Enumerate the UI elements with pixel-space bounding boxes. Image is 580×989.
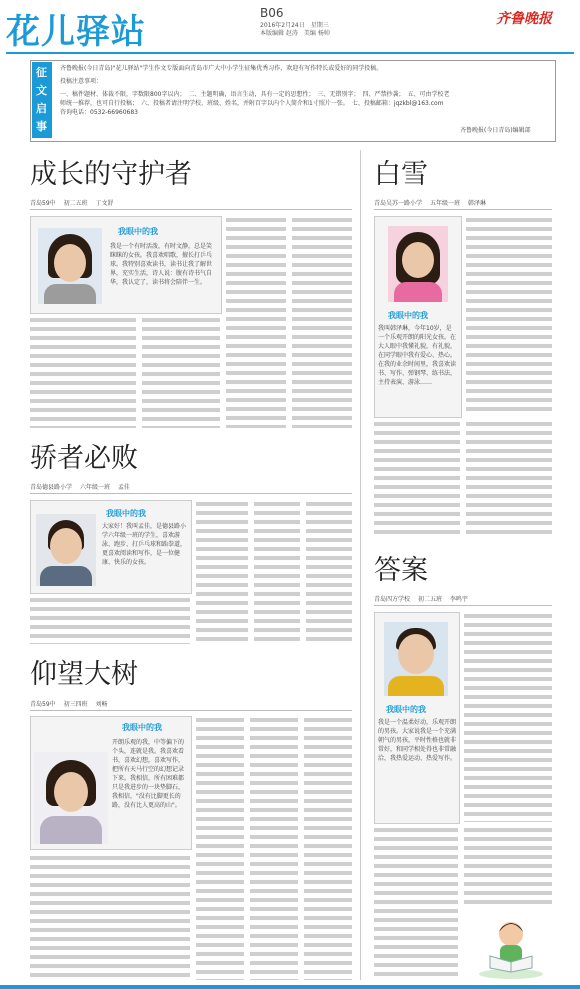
byline-rule xyxy=(30,493,352,494)
author-photo xyxy=(38,228,102,304)
issue-date: 2016年2月24日 星期三 xyxy=(260,22,329,29)
article-title-tree: 仰望大树 xyxy=(30,659,138,690)
profile-heading: 我眼中的我 xyxy=(386,705,426,714)
byline-rule xyxy=(30,209,352,210)
profile-heading: 我眼中的我 xyxy=(122,723,162,732)
photo-face xyxy=(54,244,86,282)
byline-school: 青岛59中 xyxy=(30,701,56,708)
byline-author: 李鸣宇 xyxy=(449,596,468,603)
byline-grade: 六年级一班 xyxy=(79,484,110,491)
photo-shoulders xyxy=(40,566,92,586)
profile-heading: 我眼中的我 xyxy=(118,227,158,236)
profile-heading: 我眼中的我 xyxy=(106,509,146,518)
article-byline-answer xyxy=(374,594,468,603)
profile-text-answer: 我是一个温柔好动，乐观开朗的男孩。大家说我是一个充满朝气的男孩，平时性格也就非常好，和同学相处得也非常融洽，我热爱运动、热爱写作。 xyxy=(378,719,457,762)
article-body-col-2 xyxy=(142,316,220,428)
notice-text xyxy=(60,64,550,117)
photo-shoulders xyxy=(44,284,96,304)
editor-credit: 本版编辑 赵涛 美编 杨帅 xyxy=(260,30,330,37)
article-body-col-2 xyxy=(196,500,248,644)
article-body-col-1 xyxy=(466,216,552,416)
photo-face xyxy=(54,772,88,812)
photo-face xyxy=(402,242,434,278)
photo-face xyxy=(50,528,82,564)
column-divider xyxy=(360,150,361,980)
author-photo xyxy=(384,622,448,696)
byline-rule xyxy=(30,710,352,711)
byline-grade: 初三四班 xyxy=(63,701,88,708)
article-body-col-4 xyxy=(292,216,352,428)
byline-school: 青岛吴苏一路小学 xyxy=(374,200,423,207)
byline-school: 青岛德县路小学 xyxy=(30,484,73,491)
profile-text-pride: 大家好！我叫孟佳，是德县路小学六年级一班的学生，喜欢游泳、跑步、打乒乓球和跆拳道，更喜欢阅读和写作，是一位健康、快乐的女孩。 xyxy=(102,523,187,566)
byline-author: 丁文舒 xyxy=(95,200,114,207)
photo-shoulders xyxy=(40,816,102,844)
byline-grade: 初二五班 xyxy=(417,596,442,603)
notice-line-heading: 投稿注意事项： xyxy=(60,78,103,85)
notice-line-rules-2: 师统一推荐，也可自行投稿； 六、投稿者请注明学校、班级、姓名，并附百字以内个人简介和1寸照片一张。 七、投稿邮箱：jqzkbl@163.com xyxy=(60,100,444,107)
notice-tag: 征文启事 xyxy=(36,66,47,133)
newspaper-logo: 齐鲁晚报 xyxy=(496,11,552,27)
article-body-col-2 xyxy=(196,716,244,980)
article-title-snow: 白雪 xyxy=(374,159,428,190)
article-body-col-3 xyxy=(466,420,552,536)
article-title-growth: 成长的守护者 xyxy=(30,159,192,190)
article-byline-snow xyxy=(374,198,486,207)
footer-rule xyxy=(0,985,580,989)
photo-shoulders xyxy=(388,676,444,696)
byline-author: 韩泽琳 xyxy=(467,200,486,207)
reading-child-illustration xyxy=(476,914,546,980)
byline-rule xyxy=(374,209,552,210)
byline-author: 孟佳 xyxy=(117,484,130,491)
article-body-col-3 xyxy=(250,716,298,980)
byline-school: 青岛59中 xyxy=(30,200,56,207)
article-byline-growth xyxy=(30,198,114,207)
reading-child-icon xyxy=(476,914,546,980)
article-body-col-1 xyxy=(30,596,190,644)
article-body-col-1 xyxy=(464,612,552,822)
article-body-col-3 xyxy=(226,216,286,428)
profile-text-growth: 我是一个有时活泼，有时文静，总是笑眯眯的女孩。我喜欢唱歌，擅长打乒乓球。我特别喜欢读书，读书让我了解世界，充实生活，诗人说：腹有诗书气自华，我认定了，读书将会陪伴一生。 xyxy=(110,243,213,286)
masthead-rule xyxy=(6,52,574,54)
byline-school: 青岛四方学校 xyxy=(374,596,411,603)
byline-grade: 五年级一班 xyxy=(429,200,460,207)
byline-rule xyxy=(374,605,552,606)
profile-heading: 我眼中的我 xyxy=(388,311,428,320)
photo-face xyxy=(398,634,434,674)
notice-signature: 齐鲁晚报(今日青岛)编辑部 xyxy=(460,127,531,134)
article-title-answer: 答案 xyxy=(374,555,428,586)
article-body-col-3 xyxy=(254,500,300,644)
profile-text-tree: 开朗乐观的我，中等偏下的个头，连就是我。我喜欢看书，喜欢幻想，喜欢写作，把所有天马行空的幻想记录下来。我相信，所有困难都只是我进步的一块垫脚石，我相信，"没有比脚更长的路，没有比人更高的山"。 xyxy=(112,739,185,809)
author-photo xyxy=(388,226,448,302)
article-body-col-2 xyxy=(374,826,458,980)
article-body-col-1 xyxy=(30,854,190,980)
issue-info xyxy=(260,22,330,38)
notice-line-rules-1: 一、稿件题材、体裁不限，字数限800字以内； 二、主题明确，语言生动，具有一定的思想性； 三、无错别字； 四、严禁抄袭； 五、可由学校老 xyxy=(60,91,450,98)
article-body-col-4 xyxy=(304,716,352,980)
author-photo xyxy=(34,752,108,844)
page-number: B06 xyxy=(260,6,284,20)
article-body-col-4 xyxy=(306,500,352,644)
notice-line-phone: 咨询电话：0532-66960683 xyxy=(60,109,138,116)
section-title: 花儿驿站 xyxy=(6,12,146,52)
byline-grade: 初二五班 xyxy=(63,200,88,207)
profile-text-snow: 我叫韩泽琳，今年10岁，是一个乐观开朗的阳光女孩。在大人眼中我懂礼貌，有礼貌，在同学眼中我有爱心、热心。在我的业余时间里，我喜欢读书、写作、弹钢琴、练书法，主持表演、游泳…… xyxy=(378,325,457,386)
article-byline-pride xyxy=(30,482,130,491)
article-body-col-3 xyxy=(464,826,552,908)
article-body-col-1 xyxy=(30,316,136,428)
author-photo xyxy=(36,514,96,586)
article-byline-tree xyxy=(30,699,108,708)
byline-author: 刘畅 xyxy=(95,701,108,708)
article-body-col-2 xyxy=(374,420,460,536)
article-title-pride: 骄者必败 xyxy=(30,443,138,474)
notice-line-intro: 齐鲁晚报(今日青岛)"花儿驿站"学生作文专版面向青岛市广大中小学生征集优秀习作，欢迎有写作特长或爱好的同学投稿。 xyxy=(60,65,383,72)
photo-shoulders xyxy=(394,282,442,302)
